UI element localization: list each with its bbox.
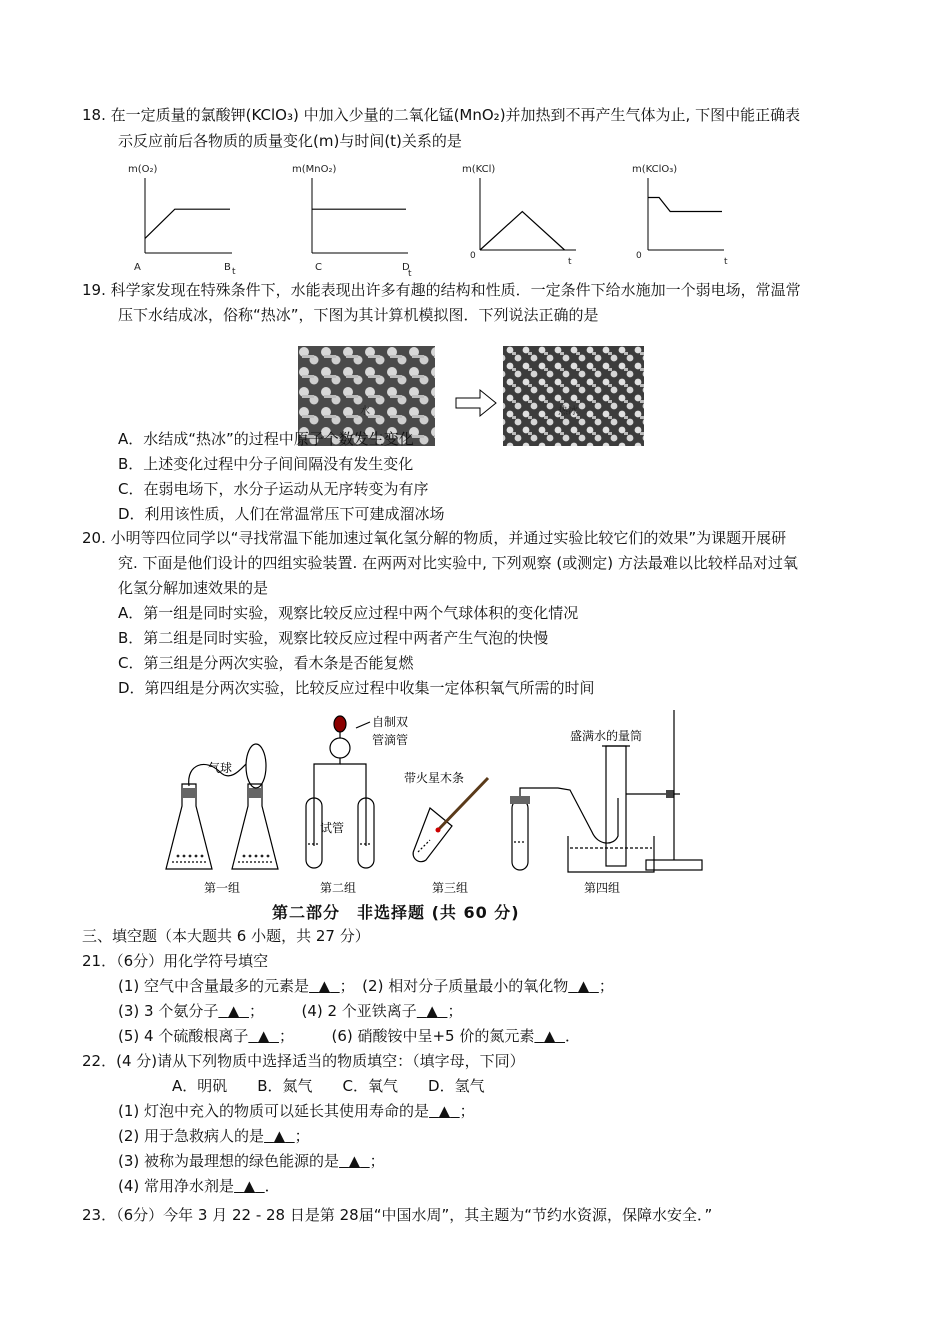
group2-label: 第二组 xyxy=(320,881,357,895)
blank-marker: ▲ xyxy=(543,1027,556,1045)
chart-kcl-origin: 0 xyxy=(470,251,476,261)
q19-line2: 压下水结成冰，俗称“热冰”，下图为其计算机模拟图．下列说法正确的是 xyxy=(118,306,599,324)
section3-heading: 三、填空题（本大题共 6 小题，共 27 分） xyxy=(82,927,370,945)
q22-title: 22．(4 分)请从下列物质中选择适当的物质填空：（填字母，下同） xyxy=(82,1052,525,1070)
chart-kcl-tlabel: t xyxy=(568,257,572,267)
dropper-label-1: 自制双 xyxy=(372,715,409,729)
water-image-label: 水 xyxy=(360,406,370,417)
chart-kclo3-origin: 0 xyxy=(636,251,642,261)
q22-item-2: (2) 用于急救病人的是 ▲ ； xyxy=(118,1127,310,1145)
blank-marker: ▲ xyxy=(243,1177,256,1195)
chart-kclo3-tlabel: t xyxy=(724,257,728,267)
group4-label: 第四组 xyxy=(584,881,621,895)
dropper-label-2: 管滴管 xyxy=(372,733,409,747)
blank-marker: ▲ xyxy=(318,977,331,995)
q20-line2: 究. 下面是他们设计的四组实验装置. 在两两对比实验中, 下列观察 (或测定) 方法最难以比较样品对过氧 xyxy=(118,554,798,572)
cylinder-label: 盛满水的量筒 xyxy=(570,729,643,743)
q18-line2: 示反应前后各物质的质量变化(m)与时间(t)关系的是 xyxy=(118,132,462,150)
q20-line3: 化氢分解加速效果的是 xyxy=(118,579,269,597)
q20-line1: 20. 小明等四位同学以“寻找常温下能加速过氧化氢分解的物质，并通过实验比较它们的效果”为课题开展研 xyxy=(82,529,787,547)
blank-marker: ▲ xyxy=(257,1027,270,1045)
balloon-label: 气球 xyxy=(208,761,233,775)
q20-option-c: C．第三组是分两次实验，看木条是否能复燃 xyxy=(118,654,414,672)
chart-mno2-letter-d: D xyxy=(402,262,410,273)
chart-mno2-letter-b: B xyxy=(224,262,231,273)
chart-kcl-ylabel: m(KCl) xyxy=(462,164,496,175)
q23-line1: 23．（6分）今年 3 月 22 - 28 日是第 28届“中国水周”，其主题为“节约水资源，保障水安全．” xyxy=(82,1206,713,1224)
q20-option-a: A．第一组是同时实验，观察比较反应过程中两个气球体积的变化情况 xyxy=(118,604,579,622)
q19-line1: 19. 科学家发现在特殊条件下，水能表现出许多有趣的结构和性质．一定条件下给水施加一个弱电场，常温常 xyxy=(82,281,801,299)
q20-option-d: D．第四组是分两次实验，比较反应过程中收集一定体积氧气所需的时间 xyxy=(118,679,595,697)
group3-tube-splint xyxy=(413,778,488,862)
chart-kcl xyxy=(462,164,576,267)
q19-option-c: C．在弱电场下，水分子运动从无序转变为有序 xyxy=(118,480,429,498)
group2-dropper-tubes xyxy=(306,716,374,868)
blank-marker: ▲ xyxy=(348,1152,361,1170)
chart-kcl-series xyxy=(480,212,565,251)
q18-charts xyxy=(120,158,740,278)
hot-ice-image-label: 热冰 xyxy=(558,406,578,417)
chart-o2-letter: A xyxy=(134,262,141,273)
chart-mno2 xyxy=(224,164,412,278)
q22-choices: A．明矾 B．氮气 C．氧气 D．氢气 xyxy=(172,1077,485,1095)
group1-label: 第一组 xyxy=(204,881,241,895)
q21-row2: (3) 3 个氨分子 ▲ ； (4) 2 个亚铁离子 ▲ ； xyxy=(118,1002,463,1020)
blank-marker: ▲ xyxy=(227,1002,240,1020)
chart-o2-ylabel: m(O₂) xyxy=(128,164,158,175)
q22-item-3: (3) 被称为最理想的绿色能源的是 ▲ ； xyxy=(118,1152,385,1170)
chart-o2-tlabel: t xyxy=(232,267,236,277)
q21-row3: (5) 4 个硫酸根离子 ▲ ； (6) 硝酸铵中呈+5 价的氮元素 ▲ ． xyxy=(118,1027,581,1045)
chart-mno2-tlabel: t xyxy=(408,269,412,278)
chart-o2-series xyxy=(145,209,230,238)
chart-kclo3 xyxy=(632,164,728,267)
group3-label: 第三组 xyxy=(432,881,469,895)
splint-label: 带火星木条 xyxy=(404,771,465,785)
q19-option-d: D．利用该性质，人们在常温常压下可建成溜冰场 xyxy=(118,505,445,523)
chart-kclo3-ylabel: m(KClO₃) xyxy=(632,164,678,175)
tube-label: 试管 xyxy=(320,821,345,835)
q19-option-a: A．水结成“热冰”的过程中原子个数发生变化 xyxy=(118,430,414,448)
blank-marker: ▲ xyxy=(426,1002,438,1020)
q21-title: 21．（6分）用化学符号填空 xyxy=(82,952,269,970)
blank-marker: ▲ xyxy=(438,1102,451,1120)
part2-title: 第二部分 非选择题 (共 60 分) xyxy=(272,903,520,922)
q21-row1: (1) 空气中含量最多的元素是 ▲ ； (2) 相对分子质量最小的氧化物 ▲ ； xyxy=(118,977,614,995)
q20-apparatus-figure xyxy=(160,706,720,898)
blank-marker: ▲ xyxy=(273,1127,286,1145)
chart-mno2-ylabel: m(MnO₂) xyxy=(292,164,337,175)
chart-kclo3-series xyxy=(648,198,722,212)
q22-item-4: (4) 常用净水剂是 ▲ ． xyxy=(118,1177,280,1195)
chart-mno2-letter-c: C xyxy=(315,262,322,273)
q20-option-b: B．第二组是同时实验，观察比较反应过程中两者产生气泡的快慢 xyxy=(118,629,549,647)
arrow-icon xyxy=(456,390,496,416)
q18-line1: 18. 在一定质量的氯酸钾(KClO₃) 中加入少量的二氧化锰(MnO₂)并加热到不再产生气体为止, 下图中能正确表 xyxy=(82,106,801,124)
q22-item-1: (1) 灯泡中充入的物质可以延长其使用寿命的是 ▲ ； xyxy=(118,1102,475,1120)
chart-o2 xyxy=(128,164,236,277)
blank-marker: ▲ xyxy=(577,977,590,995)
q19-option-b: B．上述变化过程中分子间间隔没有发生变化 xyxy=(118,455,414,473)
